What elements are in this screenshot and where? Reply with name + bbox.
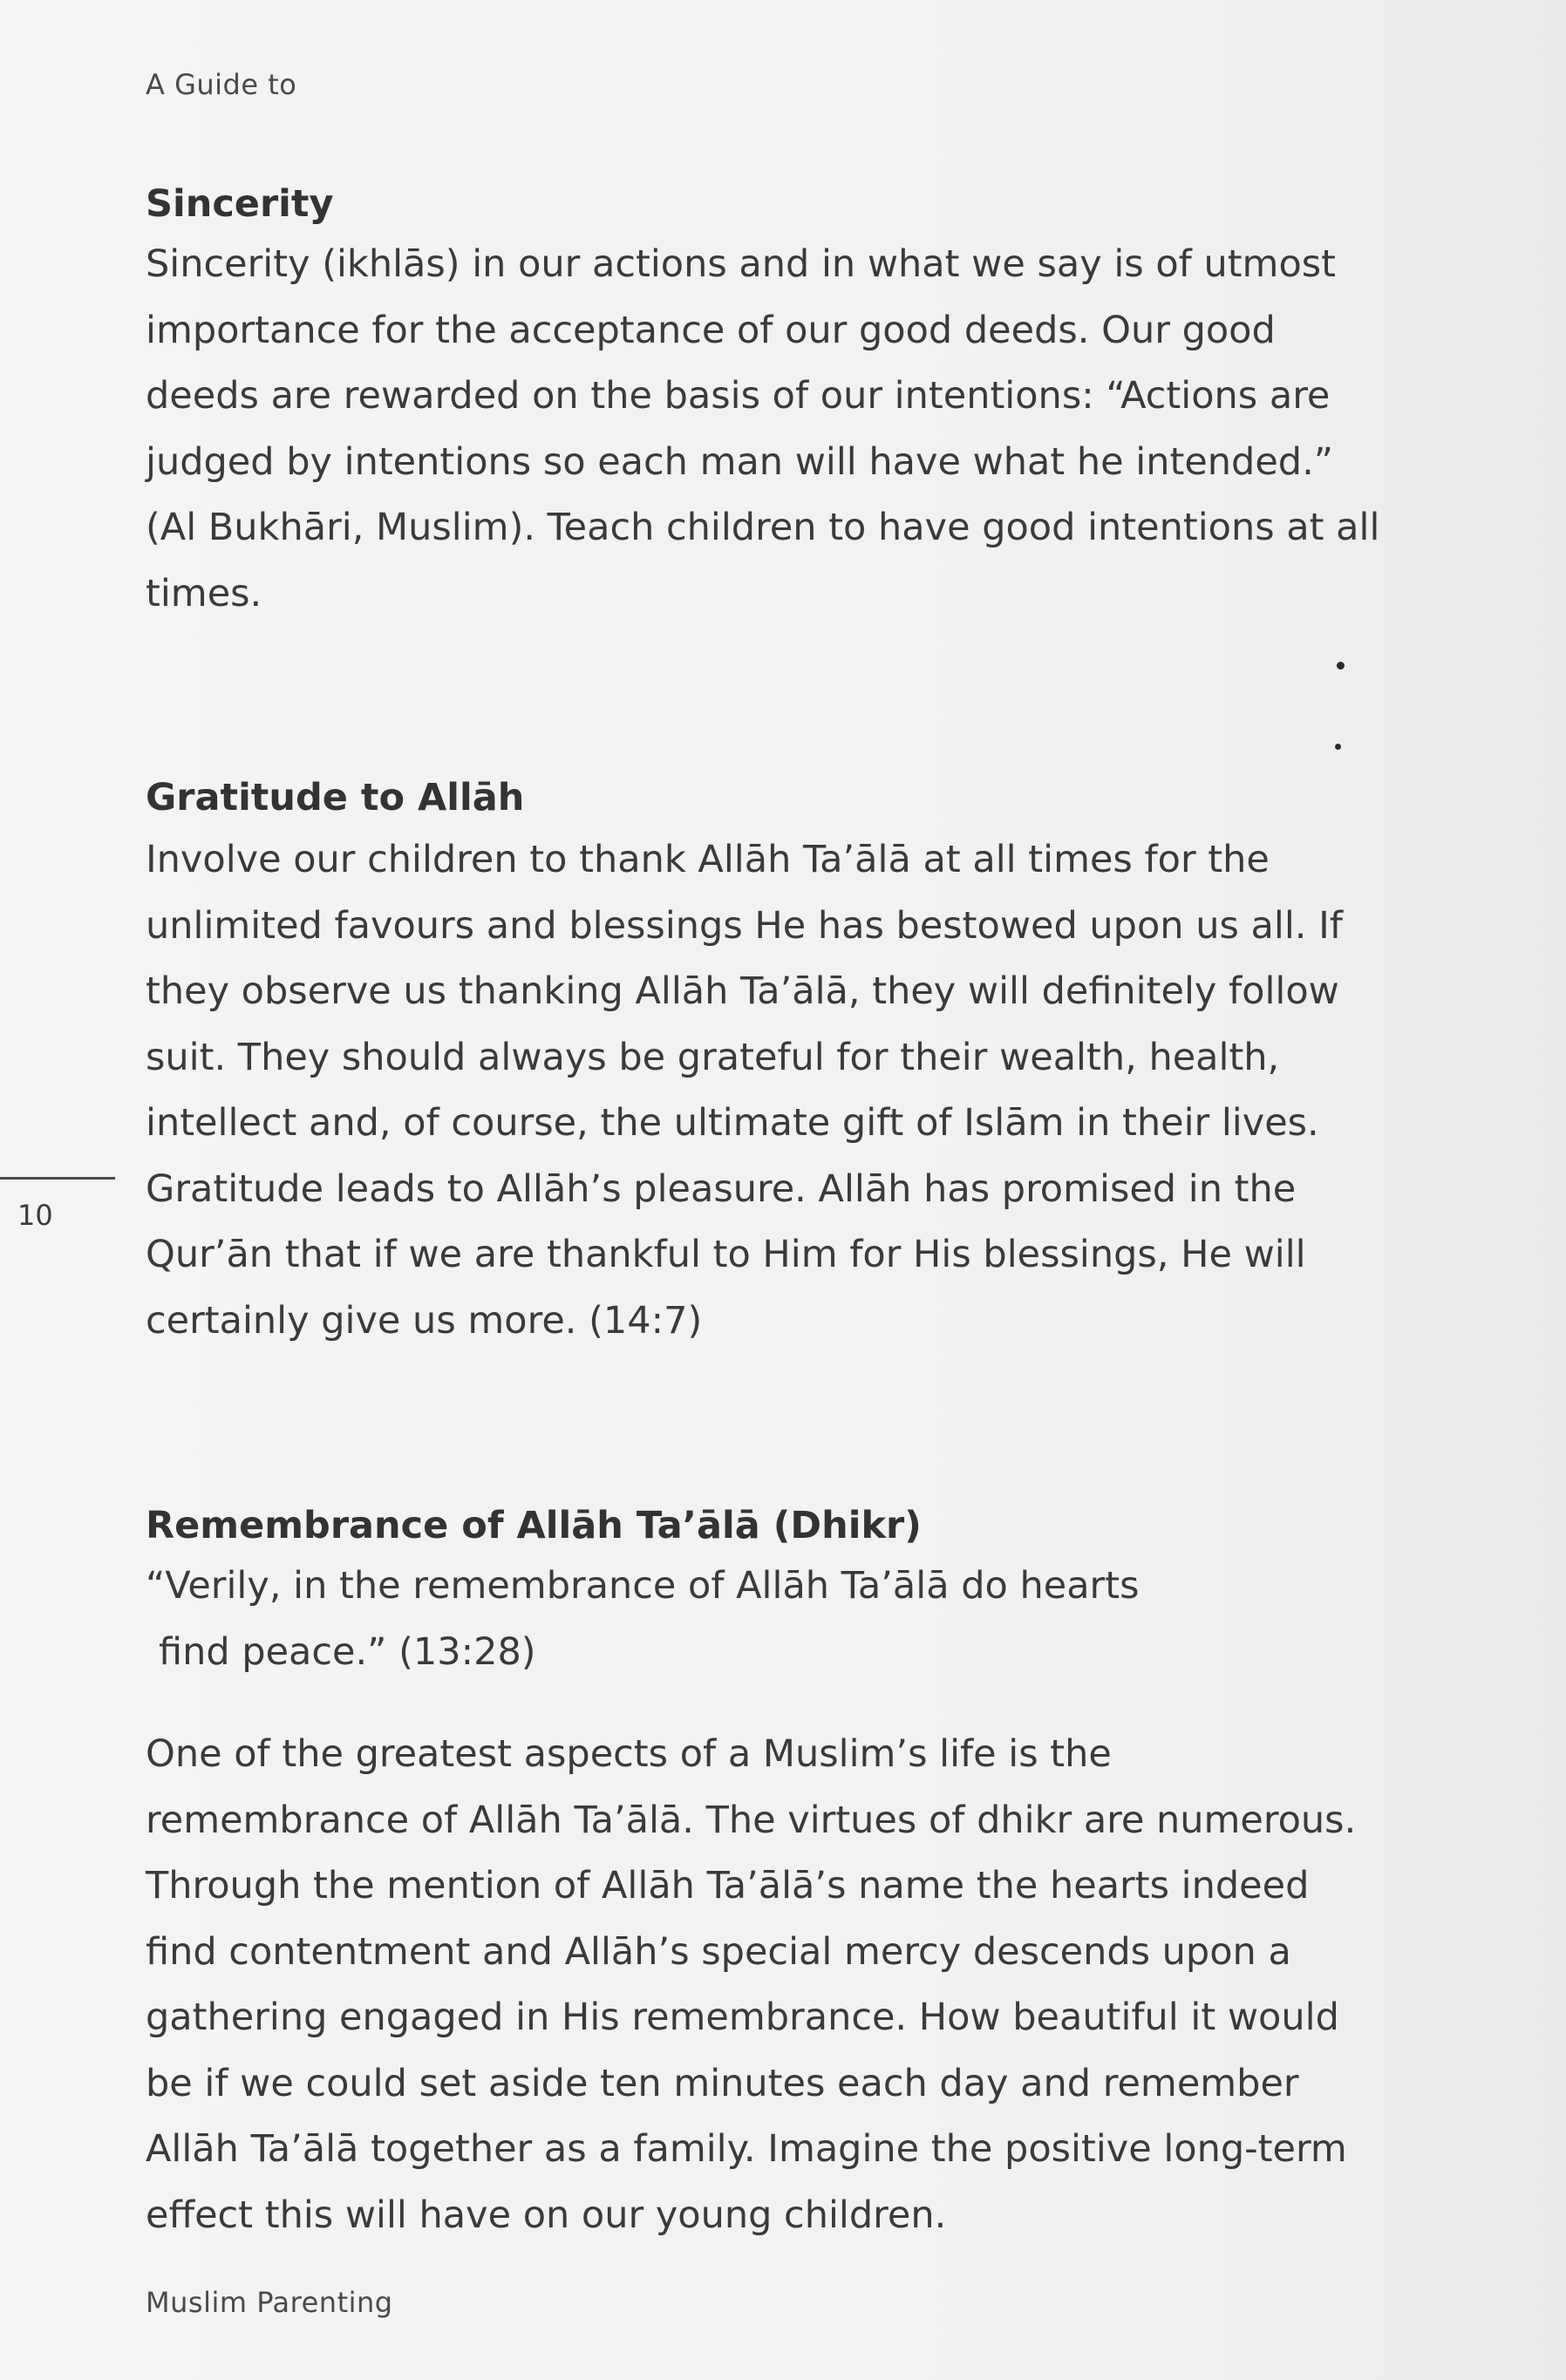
body-line: be if we could set aside ten minutes each day and remember <box>146 2061 1299 2105</box>
section-sincerity <box>146 178 1523 627</box>
body-line: certainly give us more. (14:7) <box>146 1298 703 1343</box>
body-line: remembrance of Allāh Ta’ālā. The virtues of dhikr are numerous. <box>146 1798 1357 1842</box>
quote-line: find peace.” (13:28) <box>159 1629 536 1674</box>
body-line: times. <box>146 571 262 615</box>
body-line: Through the mention of Allāh Ta’ālā’s name the hearts indeed <box>146 1864 1310 1907</box>
body-line: Sincerity (ikhlās) in our actions and in what we say is of utmost <box>146 242 1337 286</box>
body-line: gathering engaged in His remembrance. How beautiful it would <box>146 1996 1339 2039</box>
body-line: they observe us thanking Allāh Ta’ālā, they will definitely follow <box>146 969 1339 1013</box>
section-dhikr <box>146 1499 1523 2248</box>
section-heading: Remembrance of Allāh Ta’ālā (Dhikr) <box>146 1504 922 1547</box>
body-line: importance for the acceptance of our good deeds. Our good <box>146 308 1276 352</box>
running-header: A Guide to <box>146 68 297 101</box>
section-heading: Gratitude to Allāh <box>146 776 525 819</box>
body-line: deeds are rewarded on the basis of our intentions: “Actions are <box>146 374 1331 418</box>
body-line: suit. They should always be grateful for their wealth, health, <box>146 1035 1280 1079</box>
quote-line: “Verily, in the remembrance of Allāh Ta’ālā do hearts <box>146 1564 1140 1608</box>
ink-speck <box>1335 744 1341 750</box>
body-line: Qur’ān that if we are thankful to Him for His blessings, He will <box>146 1233 1306 1276</box>
body-line: One of the greatest aspects of a Muslim’s life is the <box>146 1732 1112 1776</box>
body-line: Involve our children to thank Allāh Ta’ālā at all times for the <box>146 838 1270 881</box>
body-line: judged by intentions so each man will have what he intended.” <box>146 439 1334 484</box>
body-line: unlimited favours and blessings He has bestowed upon us all. If <box>146 903 1343 948</box>
section-heading: Sincerity <box>146 182 334 226</box>
section-gratitude <box>146 772 1523 1354</box>
page-number: 10 <box>17 1199 53 1232</box>
body-line: Gratitude leads to Allāh’s pleasure. Allāh has promised in the <box>146 1166 1297 1211</box>
body-line: (Al Bukhāri, Muslim). Teach children to have good intentions at all <box>146 506 1380 549</box>
body-line: find contentment and Allāh’s special mercy descends upon a <box>146 1929 1291 1974</box>
page-number-rule <box>0 1177 115 1180</box>
running-footer: Muslim Parenting <box>146 2286 393 2319</box>
body-line: intellect and, of course, the ultimate gift of Islām in their lives. <box>146 1101 1319 1145</box>
ink-speck <box>1337 662 1345 670</box>
body-line: effect this will have on our young children. <box>146 2193 947 2237</box>
body-line: Allāh Ta’ālā together as a family. Imagine the positive long-term <box>146 2127 1347 2171</box>
